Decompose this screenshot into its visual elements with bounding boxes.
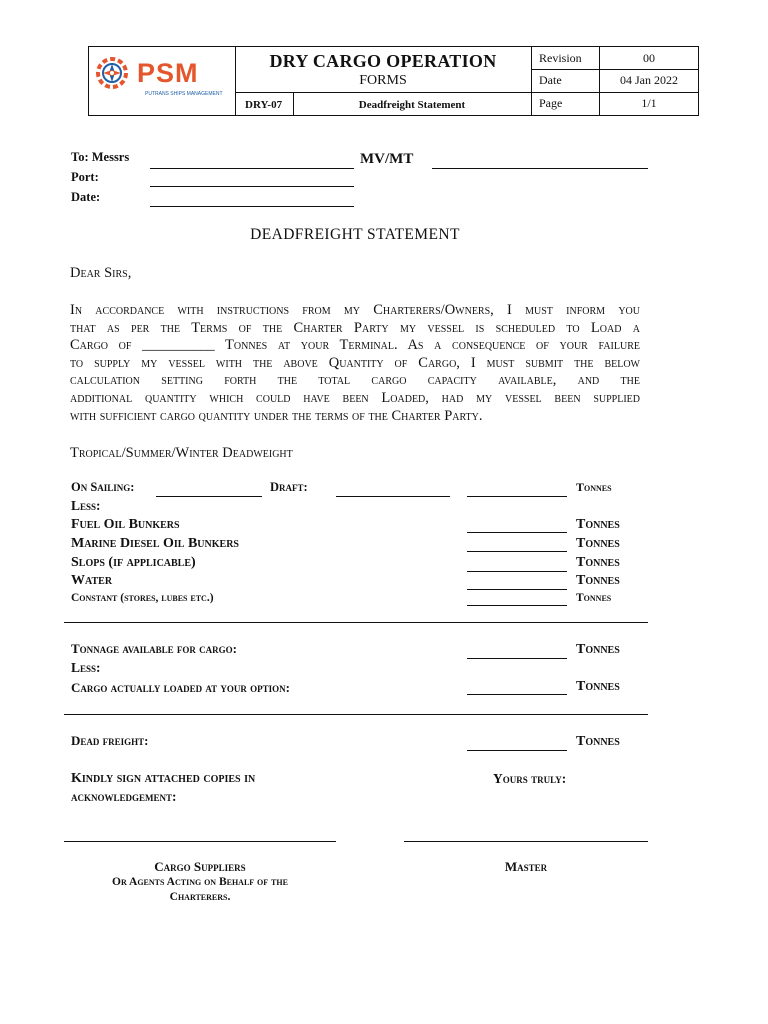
header-title: DRY CARGO OPERATION (269, 50, 497, 71)
revision-value: 00 (643, 50, 655, 65)
doc-code: DRY-07 (245, 98, 283, 111)
fuel-oil-input-line[interactable] (467, 532, 567, 533)
on-sailing-label: On Sailing: (71, 480, 135, 494)
dead-freight-label: Dead freight: (71, 733, 149, 748)
slops-label: Slops (if applicable) (71, 555, 196, 570)
fuel-oil-label: Fuel Oil Bunkers (71, 517, 180, 532)
tonnes-unit: Tonnes (576, 592, 612, 604)
deadweight-tonnes-line[interactable] (467, 496, 567, 497)
tonnes-unit: Tonnes (576, 517, 620, 532)
paragraph-line: calculation setting forth the total cargo capacity available, and the (70, 372, 640, 389)
paragraph-line: with sufficient cargo quantity under the terms of the Charter Party. (70, 407, 483, 424)
salutation: Dear Sirs, (70, 265, 132, 281)
yours-truly-label: Yours truly: (493, 771, 567, 786)
dead-freight-input-line[interactable] (467, 750, 567, 751)
kindly-sign-line-1: Kindly sign attached copies in (71, 771, 256, 786)
agents-label-line-2: Charterers. (169, 891, 231, 903)
to-label: To: Messrs (71, 150, 130, 164)
header-divider (531, 47, 532, 115)
kindly-sign-line-2: acknowledgement: (71, 789, 177, 804)
slops-input-line[interactable] (467, 571, 567, 572)
document-header (88, 46, 699, 116)
draft-input-line[interactable] (336, 496, 450, 497)
tonnes-unit: Tonnes (576, 642, 620, 657)
port-input-line[interactable] (150, 186, 354, 187)
header-subtitle: FORMS (359, 73, 407, 88)
page-value: 1/1 (641, 96, 657, 110)
ship-wheel-icon (91, 52, 133, 94)
paragraph-line: to supply my vessel with the above Quantity of Cargo, I must submit the below (70, 354, 640, 371)
date-field-label: Date: (71, 190, 101, 204)
statement-paragraph (70, 302, 640, 425)
paragraph-line: In accordance with instructions from my Charterers/Owners, I must inform you (70, 302, 640, 318)
tonnes-unit: Tonnes (576, 573, 620, 588)
paragraph-line: that as per the Terms of the Charter Party my vessel is scheduled to Load a (70, 319, 640, 336)
paragraph-line: Cargo of __________ Tonnes at your Terminal. As a consequence of your failure (70, 337, 640, 354)
cargo-suppliers-label: Cargo Suppliers (154, 859, 246, 874)
company-logo (91, 52, 133, 94)
section-divider (64, 714, 648, 715)
mdo-input-line[interactable] (467, 551, 567, 552)
cargo-loaded-input-line[interactable] (467, 694, 567, 695)
section-divider (64, 622, 648, 623)
paragraph-line: additional quantity which could have been Loaded, had my vessel been supplied (70, 389, 640, 406)
deadweight-label: Tropical/Summer/Winter Deadweight (70, 445, 293, 461)
doc-name: Deadfreight Statement (358, 98, 466, 111)
mdo-label: Marine Diesel Oil Bunkers (71, 536, 239, 551)
vessel-input-line[interactable] (432, 168, 648, 169)
tonnes-unit: Tonnes (576, 555, 620, 570)
cargo-suppliers-signature-line[interactable] (64, 841, 336, 842)
draft-label: Draft: (270, 480, 308, 494)
logo-subtext: PUTRANS SHIPS MANAGEMENT (145, 91, 223, 97)
date-input-line[interactable] (150, 206, 354, 207)
to-input-line[interactable] (150, 168, 354, 169)
tonnes-unit: Tonnes (576, 536, 620, 551)
vessel-label: MV/MT (360, 151, 414, 167)
date-label: Date (539, 73, 562, 87)
master-signature-line[interactable] (404, 841, 648, 842)
page-label: Page (539, 96, 563, 110)
date-value: 04 Jan 2022 (620, 73, 678, 87)
less-label-2: Less: (71, 660, 101, 675)
agents-label-line-1: Or Agents Acting on Behalf of the (112, 876, 288, 888)
tonnage-available-label: Tonnage available for cargo: (71, 641, 237, 656)
water-label: Water (71, 573, 113, 588)
revision-label: Revision (539, 50, 582, 65)
tonnes-unit: Tonnes (576, 734, 620, 749)
tonnage-available-input-line[interactable] (467, 658, 567, 659)
cargo-loaded-label: Cargo actually loaded at your option: (71, 680, 290, 695)
on-sailing-input-line[interactable] (156, 496, 262, 497)
port-label: Port: (71, 170, 99, 184)
master-label: Master (504, 859, 548, 874)
constant-label: Constant (stores, lubes etc.) (71, 592, 214, 604)
less-label: Less: (71, 498, 101, 513)
constant-input-line[interactable] (467, 605, 567, 606)
logo-text: PSM (137, 58, 199, 88)
water-input-line[interactable] (467, 589, 567, 590)
tonnes-unit: Tonnes (576, 679, 620, 694)
statement-title: DEADFREIGHT STATEMENT (250, 226, 460, 243)
tonnes-unit: Tonnes (576, 480, 612, 494)
